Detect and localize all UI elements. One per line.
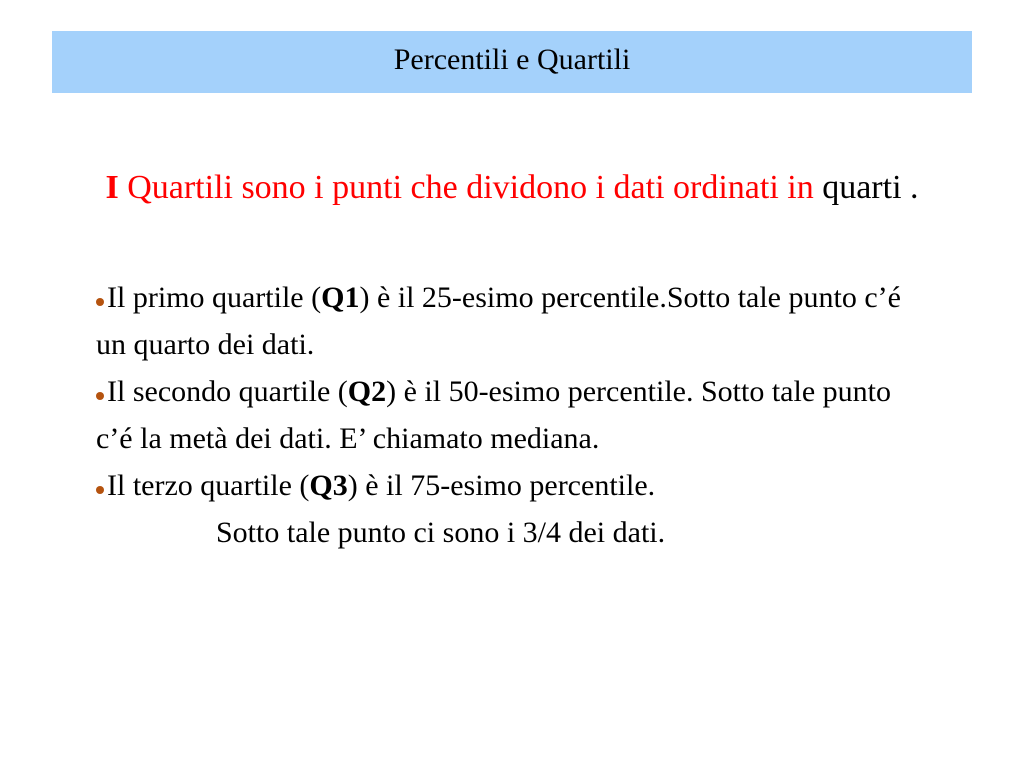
bullet-item-q1 bbox=[96, 274, 916, 368]
bullet-text-after: ) è il 50-esimo percentile. Sotto tale punto c’é la metà dei dati. E’ chiamato mediana. bbox=[96, 375, 891, 455]
bullet-text-after: ) è il 25-esimo percentile.Sotto tale punto c’é un quarto dei dati. bbox=[96, 281, 901, 361]
intro-red-text: Quartili sono i punti che dividono i dati ordinati in bbox=[118, 169, 814, 206]
bullet-text-before: Il primo quartile ( bbox=[107, 281, 322, 314]
bullet-continuation: Sotto tale punto ci sono i 3/4 dei dati. bbox=[216, 516, 666, 549]
bullet-list bbox=[96, 274, 916, 556]
intro-bold-word: I bbox=[105, 169, 119, 206]
bullet-item-q2 bbox=[96, 368, 916, 462]
bullet-text-after: ) è il 75-esimo percentile. bbox=[347, 469, 656, 502]
bullet-item-q3 bbox=[96, 462, 916, 556]
bullet-text-before: Il terzo quartile ( bbox=[107, 469, 310, 502]
bullet-text-before: Il secondo quartile ( bbox=[107, 375, 348, 408]
quartile-label-q2: Q2 bbox=[347, 375, 387, 408]
quartile-label-q1: Q1 bbox=[321, 281, 360, 314]
intro-statement bbox=[96, 164, 928, 212]
bullet-dot-icon bbox=[96, 486, 104, 494]
bullet-dot-icon bbox=[96, 392, 104, 400]
bullet-dot-icon bbox=[96, 298, 104, 306]
quartile-label-q3: Q3 bbox=[309, 469, 348, 502]
intro-black-text: quarti . bbox=[813, 169, 919, 206]
title-bar bbox=[52, 31, 972, 93]
slide-title: Percentili e Quartili bbox=[393, 43, 631, 76]
